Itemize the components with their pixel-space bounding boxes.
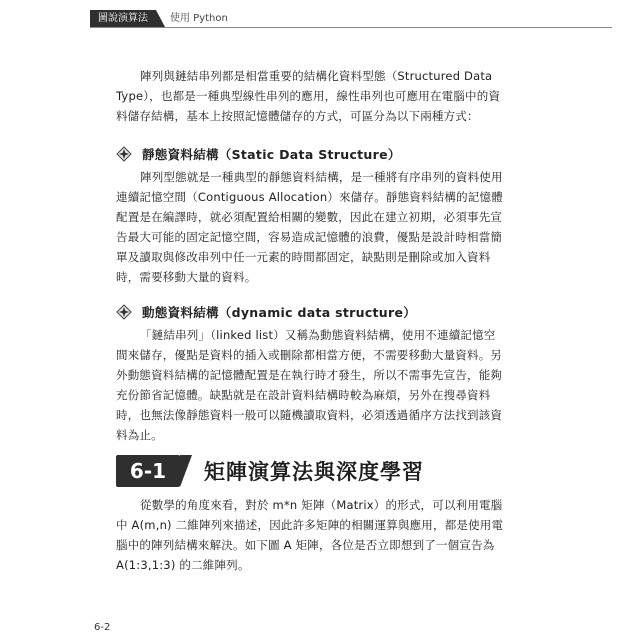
diamond-sparkle-icon: [116, 146, 132, 162]
running-header: [90, 10, 612, 28]
section-title: 矩陣演算法與深度學習: [204, 460, 424, 484]
dynamic-heading: [116, 302, 416, 322]
static-paragraph: 陣列型態就是一種典型的靜態資料結構，是一種將有序串列的資料使用連續記憶空間（Contiguous Allocation）來儲存。靜態資料結構的記憶體配置是在編譯時，就必須配置給相關的變數，因此在建立初期，必須事先宣告最大可能的固定記憶空間，容易造成記憶體的浪費，優點是設計時相當簡單及讀取與修改串列中任一元素的時間都固定，缺點則是刪除或加入資料時，需要移動大量的資料。: [116, 170, 503, 284]
dynamic-paragraph: 「鏈結串列」（linked list）又稱為動態資料結構，使用不連續記憶空間來儲存，優點是資料的插入或刪除都相當方便，不需要移動大量資料。另外動態資料結構的記憶體配置是在執行時才發生，所以不需事先宣告，能夠充份節省記憶體。缺點就是在設計資料結構時較為麻煩，另外在搜尋資料時，也無法像靜態資料一般可以隨機讀取資料，必須透過循序方法找到該資料為止。: [116, 328, 503, 442]
section-paragraph: 從數學的角度來看，對於 m*n 矩陣（Matrix）的形式，可以利用電腦中 A(m,n) 二維陣列來描述，因此許多矩陣的相關運算與應用，都是使用電腦中的陣列結構來解決。如下圖 A 矩陣，各位是否立即想到了一個宣告為 A(1:3,1:3) 的二維陣列。: [116, 498, 504, 572]
book-subtitle: 使用 Python: [170, 13, 228, 24]
header-rule: [90, 27, 612, 28]
diamond-sparkle-icon: [116, 304, 132, 320]
static-heading-text: 靜態資料結構（Static Data Structure）: [142, 147, 401, 162]
section-heading: [116, 454, 424, 488]
dynamic-heading-text: 動態資料結構（dynamic data structure）: [142, 305, 417, 320]
intro-paragraph: 陣列與鏈結串列都是相當重要的結構化資料型態（Structured Data Type），也都是一種典型線性串列的應用，線性串列也可應用在電腦中的資料儲存結構，基本上按照記憶體儲存的方式，可區分為以下兩種方式：: [116, 69, 501, 123]
book-title-tab: 圖說演算法: [90, 10, 156, 27]
page-number: 6-2: [94, 622, 111, 633]
section-number-badge: 6-1: [116, 455, 180, 487]
static-heading: [116, 144, 401, 164]
